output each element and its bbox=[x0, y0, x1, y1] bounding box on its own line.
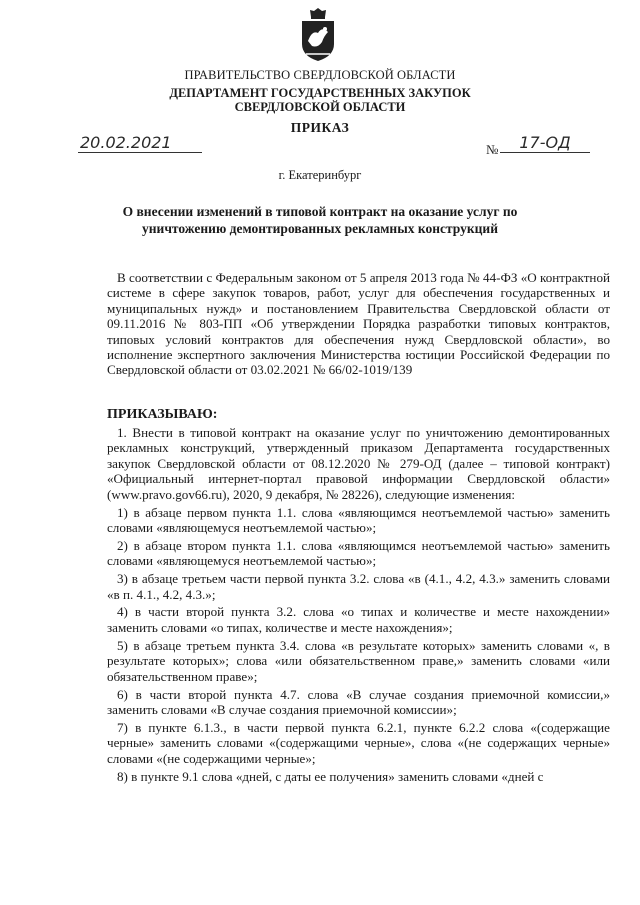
document-title: О внесении изменений в типовой контракт на оказание услуг по уничтожению демонтированных рекламных конструкций bbox=[122, 204, 518, 236]
list-item: 2) в абзаце втором пункта 1.1. слова «являющимся неотъемлемой частью» заменить словами «являющемуся неотъемлемой частью»; bbox=[107, 537, 610, 569]
amendments-list bbox=[107, 425, 610, 784]
org-name-line3: СВЕРДЛОВСКОЙ ОБЛАСТИ bbox=[234, 100, 406, 114]
list-item: 6) в части второй пункта 4.7. слова «В случае создания приемочной комиссии,» заменить словами «В случае создания приемочной комиссии»; bbox=[107, 686, 610, 717]
list-item: 5) в абзаце третьем пункта 3.4. слова «в результате которых» заменить словами «, в результате которых»; слова «или обязательственном праве,» заменить словами «или обязательственном праве»; bbox=[107, 637, 610, 684]
org-name-line2: ДЕПАРТАМЕНТ ГОСУДАРСТВЕННЫХ ЗАКУПОК bbox=[169, 86, 471, 100]
doc-type-heading: ПРИКАЗ bbox=[290, 120, 350, 135]
preamble-paragraph: В соответствии с Федеральным законом от 5 апреля 2013 года № 44-ФЗ «О контрактной системе в сфере закупок товаров, работ, услуг для обеспечения государственных и муниципальных нужд» и постановлением Правительства Свердловской области от 09.11.2016 № 803-ПП «Об утверждении Порядка разработки типовых контрактов, типовых условий контрактов для обеспечения нужд Свердловской области», во исполнение экспертного заключения Министерства юстиции Российской Федерации по Свердловской области от 03.02.2021 № 66/02-1019/139 bbox=[107, 270, 610, 378]
list-item: 1) в абзаце первом пункта 1.1. слова «являющимся неотъемлемой частью» заменить словами «являющемуся неотъемлемой частью»; bbox=[107, 504, 610, 535]
order-date: 20.02.2021 bbox=[78, 134, 202, 153]
number-label: № bbox=[486, 142, 499, 157]
order-number: 17-ОД bbox=[500, 134, 590, 153]
list-item: 1. Внести в типовой контракт на оказание услуг по уничтожению демонтированных рекламных конструкций, утвержденный приказом Департамента государственных закупок Свердловской области от 08.12.2020 № 279-ОД (далее – типовой контракт) «Официальный интернет-портал правовой информации Свердловской области» (www.pravo.gov66.ru), 2020, 9 декабря, № 28226), следующие изменения: bbox=[107, 425, 610, 502]
list-item: 3) в абзаце третьем части первой пункта 3.2. слова «в (4.1., 4.2, 4.3.» заменить словами «в п. 4.1., 4.2, 4.3.»; bbox=[107, 571, 610, 602]
list-item: 8) в пункте 9.1 слова «дней, с даты ее получения» заменить словами «дней с bbox=[117, 768, 544, 784]
city-line: г. Екатеринбург bbox=[278, 168, 362, 182]
list-item: 4) в части второй пункта 3.2. слова «о типах и количестве и месте нахождении» заменить словами «о типах, количестве и месте нахождения»; bbox=[107, 604, 610, 635]
org-name-line1: ПРАВИТЕЛЬСТВО СВЕРДЛОВСКОЙ ОБЛАСТИ bbox=[184, 68, 456, 82]
coat-of-arms-icon bbox=[300, 8, 336, 62]
list-item: 7) в пункте 6.1.3., в части первой пункта 6.2.1, пункте 6.2.2 слова «(содержащие черные» заменить словами «(содержащими черные», слова «(не содержащих черные» словами «(не содержащими черные»; bbox=[107, 719, 610, 766]
order-word: ПРИКАЗЫВАЮ: bbox=[107, 407, 218, 422]
